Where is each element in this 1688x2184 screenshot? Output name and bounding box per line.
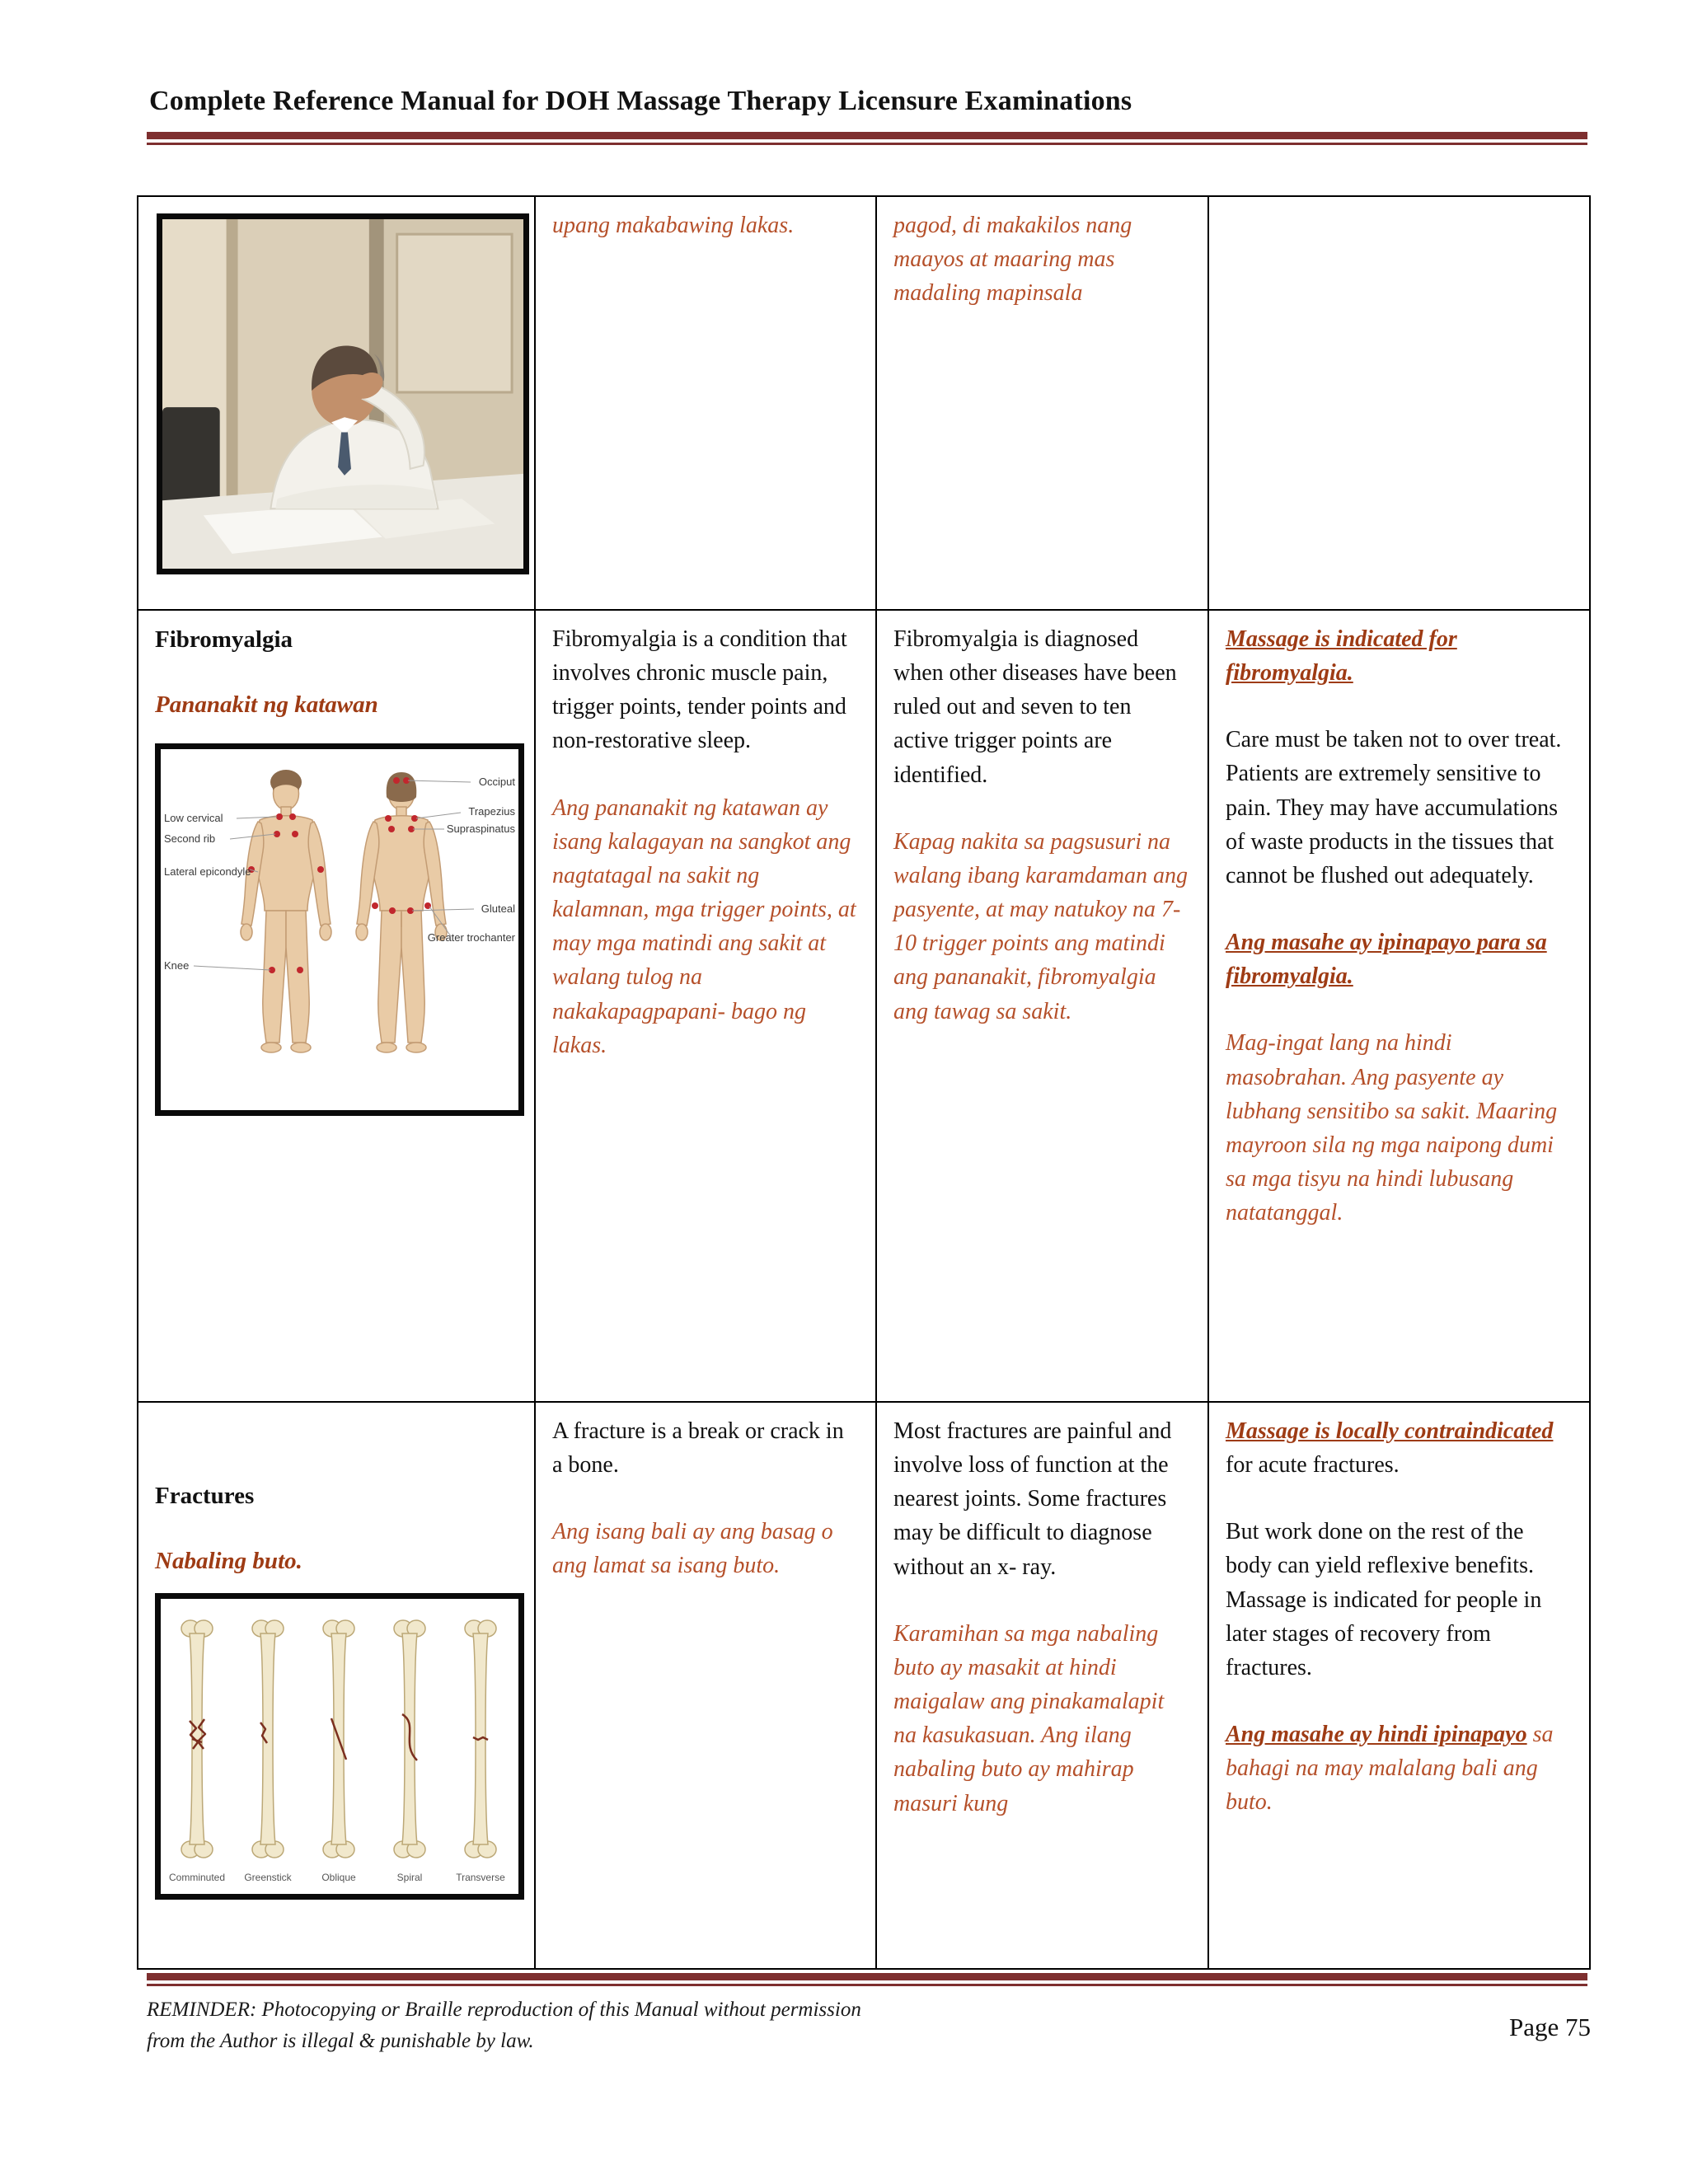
footer-rule-thin: [147, 1984, 1587, 1986]
label-trapezius: Trapezius: [468, 805, 515, 818]
fatigued-man-photo-illustration: [162, 219, 523, 569]
label-knee: Knee: [164, 959, 190, 972]
cell-fractures-diagnosis: [877, 1403, 1209, 1970]
cell-r1-description: [536, 197, 877, 611]
label-spiral: Spiral: [396, 1872, 423, 1884]
cell-r1-diagnosis: [877, 197, 1209, 611]
fibromyalgia-diagnosis-en: Fibromyalgia is diagnosed when other diseases have been ruled out and seven to ten active trigger points are identified.: [893, 626, 1177, 788]
cell-fibromyalgia-condition: [138, 611, 536, 1403]
label-comminuted: Comminuted: [168, 1872, 226, 1884]
label-greater-trochanter: Greater trochanter: [427, 931, 515, 944]
fibromyalgia-massage-en: Care must be taken not to over treat. Patients are extremely sensitive to pain. They may have accumulations of waste products in the tissues that cannot be flushed out adequately.: [1226, 727, 1562, 888]
fractures-massage-en: But work done on the rest of the body can yield reflexive benefits. Massage is indicated for people in later stages of recovery from fractures.: [1226, 1519, 1542, 1680]
footer-reminder-line1: REMINDER: Photocopying or Braille reproduction of this Manual without permission: [147, 1999, 861, 2021]
footer-reminder-line2: from the Author is illegal & punishable by law.: [147, 2029, 534, 2052]
conditions-table: [137, 195, 1591, 1970]
fibromyalgia-title: Fibromyalgia: [155, 626, 293, 653]
label-gluteal: Gluteal: [481, 902, 515, 916]
cell-fractures-massage: [1209, 1403, 1591, 1970]
cell-r1-massage: [1209, 197, 1591, 611]
cell-fibromyalgia-diagnosis: [877, 611, 1209, 1403]
label-low-cervical: Low cervical: [164, 812, 223, 825]
label-greenstick: Greenstick: [244, 1872, 292, 1884]
footer-rule: [147, 1973, 1587, 1986]
fractures-massage-heading-rest: for acute fractures.: [1226, 1452, 1400, 1479]
fractures-massage-heading: [1226, 1414, 1573, 1482]
footer-page-number: Page 75: [1508, 2013, 1591, 2041]
footer-reminder: [147, 1994, 861, 2056]
fractures-diagram: [155, 1593, 524, 1900]
fractures-massage-tl-rest: sa bahagi na may malalang bali ang buto.: [1226, 1722, 1554, 1816]
fibromyalgia-massage-tl: Mag-ingat lang na hindi masobrahan. Ang pasyente ay lubhang sensitibo sa sakit. Maaring mayroon sila ng mga naipong dumi sa mga tisyu na hindi lubusang natatanggal.: [1226, 1030, 1558, 1226]
fractures-subtitle-tagalog: Nabaling buto.: [155, 1547, 302, 1574]
header-rule-thin: [147, 143, 1587, 145]
cell-fibromyalgia-description: [536, 611, 877, 1403]
page-title: Complete Reference Manual for DOH Massage Therapy Licensure Examinations: [149, 86, 1132, 116]
label-second-rib: Second rib: [164, 832, 216, 846]
cell-r1-condition: [138, 197, 536, 611]
label-lateral-epicondyle: Lateral epicondyle: [164, 865, 251, 879]
fibromyalgia-diagnosis-tl: Kapag nakita sa pagsusuri na walang ibang karamdaman ang pasyente, at may natukoy na 7-10 trigger points ang matindi ang pananakit, fibromyalgia ang tawag sa sakit.: [893, 828, 1188, 1024]
row1-tagalog-continuation: upang makabawing lakas.: [552, 213, 795, 238]
fractures-massage-tl: [1226, 1718, 1573, 1819]
label-transverse: Transverse: [456, 1872, 505, 1884]
cell-fibromyalgia-massage: [1209, 611, 1591, 1403]
fractures-title: Fractures: [155, 1483, 255, 1509]
footer-rule-thick: [147, 1973, 1587, 1980]
fatigued-man-photo: [157, 213, 529, 574]
fibromyalgia-description-en: Fibromyalgia is a condition that involves chronic muscle pain, trigger points, tender points and non-restorative sleep.: [552, 626, 847, 754]
fibromyalgia-subtitle-tagalog: Pananakit ng katawan: [155, 691, 378, 718]
label-supraspinatus: Supraspinatus: [446, 823, 515, 836]
fibromyalgia-massage-heading-tl: Ang masahe ay ipinapayo para sa fibromyalgia.: [1226, 930, 1547, 990]
fractures-description-en: A fracture is a break or crack in a bone.: [552, 1418, 844, 1479]
header-rule: [147, 132, 1587, 145]
fractures-description-tl: Ang isang bali ay ang basag o ang lamat sa isang buto.: [552, 1519, 833, 1579]
fractures-massage-tl-bold: Ang masahe ay hindi ipinapayo: [1226, 1722, 1527, 1748]
header-rule-thick: [147, 132, 1587, 139]
label-occiput: Occiput: [478, 776, 515, 789]
bone-fracture-types-illustration: [161, 1599, 518, 1894]
fibromyalgia-tender-points-illustration: [161, 749, 518, 1110]
fibromyalgia-massage-heading-en: Massage is indicated for fibromyalgia.: [1226, 626, 1457, 687]
label-oblique: Oblique: [321, 1872, 356, 1884]
fibromyalgia-diagram: [155, 743, 524, 1116]
fibromyalgia-description-tl: Ang pananakit ng katawan ay isang kalagayan na sangkot ang nagtatagal na sakit ng kalamnan, mga trigger points, at may mga matindi ang sakit at walang tulog na nakakapagpapani- bago ng lakas.: [552, 794, 856, 1058]
fractures-diagnosis-tl: Karamihan sa mga nabaling buto ay masakit at hindi maigalaw ang pinakamalapit na kasukasuan. Ang ilang nabaling buto ay mahirap masuri kung: [893, 1620, 1165, 1816]
row1-tagalog-diagnosis: pagod, di makakilos nang maayos at maaring mas madaling mapinsala: [893, 213, 1132, 307]
fractures-diagnosis-en: Most fractures are painful and involve loss of function at the nearest joints. Some fractures may be difficult to diagnose without an x- ray.: [893, 1418, 1172, 1580]
cell-fractures-description: [536, 1403, 877, 1970]
fractures-massage-heading-bold: Massage is locally contraindicated: [1226, 1418, 1554, 1444]
cell-fractures-condition: [138, 1403, 536, 1970]
